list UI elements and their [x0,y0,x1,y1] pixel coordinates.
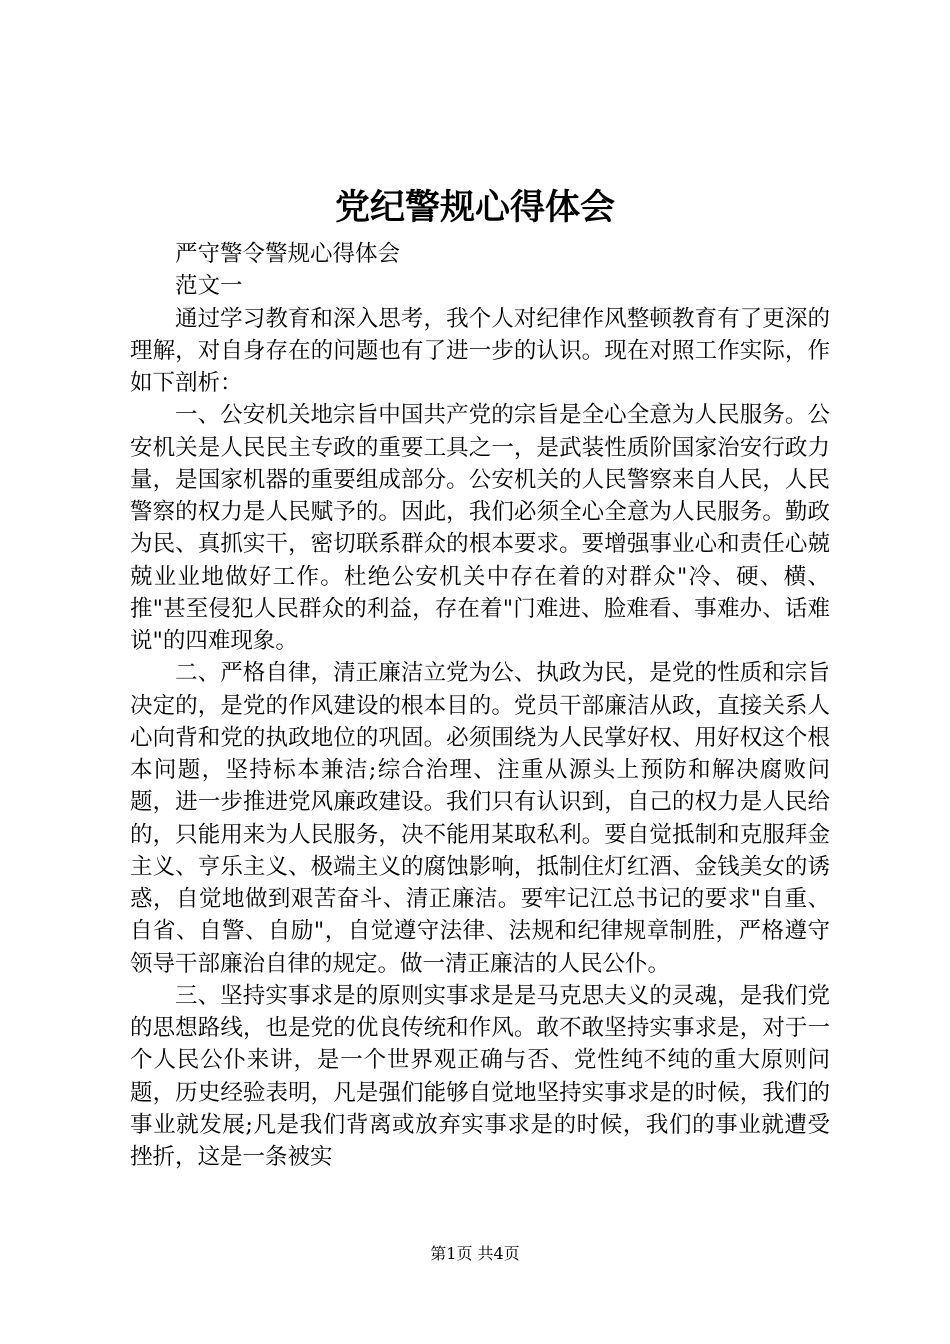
intro-paragraph: 通过学习教育和深入思考，我个人对纪律作风整顿教育有了更深的理解，对自身存在的问题也有了进一步的认识。现在对照工作实际，作如下剖析： [130,305,830,396]
subtitle-paragraph: 严守警令警规心得体会 [175,241,401,267]
section-label-paragraph: 范文一 [175,273,243,300]
page-footer: 第1页 共4页 [430,1244,520,1263]
document-title: 党纪警规心得体会 [334,188,615,228]
section-one-paragraph: 一、公安机关地宗旨中国共产党的宗旨是全心全意为人民服务。公安机关是人民民主专政的重要工具之一，是武装性质阶国家治安行政力量，是国家机器的重要组成部分。公安机关的人民警察来自人民，人民警察的权力是人民赋予的。因此，我们必须全心全意为人民服务。勤政为民、真抓实干，密切联系群众的根本要求。要增强事业心和责任心兢兢业业地做好工作。杜绝公安机关中存在着的对群众"冷、硬、横、推"甚至侵犯人民群众的利益，存在着"门难进、脸难看、事难办、话难说"的四难现象。 [130,402,830,654]
section-three-paragraph: 三、坚持实事求是的原则实事求是是马克思夫义的灵魂，是我们党的思想路线，也是党的优良传统和作风。敢不敢坚持实事求是，对于一个人民公仆来讲，是一个世界观正确与否、党性纯不纯的重大原则问题，历史经验表明，凡是强们能够自觉地坚持实事求是的时候，我们的事业就发展;凡是我们背离或放弃实事求是的时候，我们的事业就遭受挫折，这是一条被实 [130,982,830,1170]
document-body [130,238,830,1173]
section-two-paragraph: 二、严格自律，清正廉洁立党为公、执政为民，是党的性质和宗旨决定的，是党的作风建设的根本目的。党员干部廉洁从政，直接关系人心向背和党的执政地位的巩固。必须围绕为人民掌好权、用好权这个根本问题，坚持标本兼洁;综合治理、注重从源头上预防和解决腐败问题，进一步推进党风廉政建设。我们只有认识到，自己的权力是人民给的，只能用来为人民服务，决不能用某取私利。要自觉抵制和克服拜金主义、亨乐主义、极端主义的腐蚀影响，抵制住灯红酒、金钱美女的诱惑，自觉地做到艰苦奋斗、清正廉洁。要牢记江总书记的要求"自重、自省、自警、自励"，自觉遵守法律、法规和纪律规章制胜，严格遵守领导干部廉治自律的规定。做一清正廉洁的人民公仆。 [130,660,830,977]
